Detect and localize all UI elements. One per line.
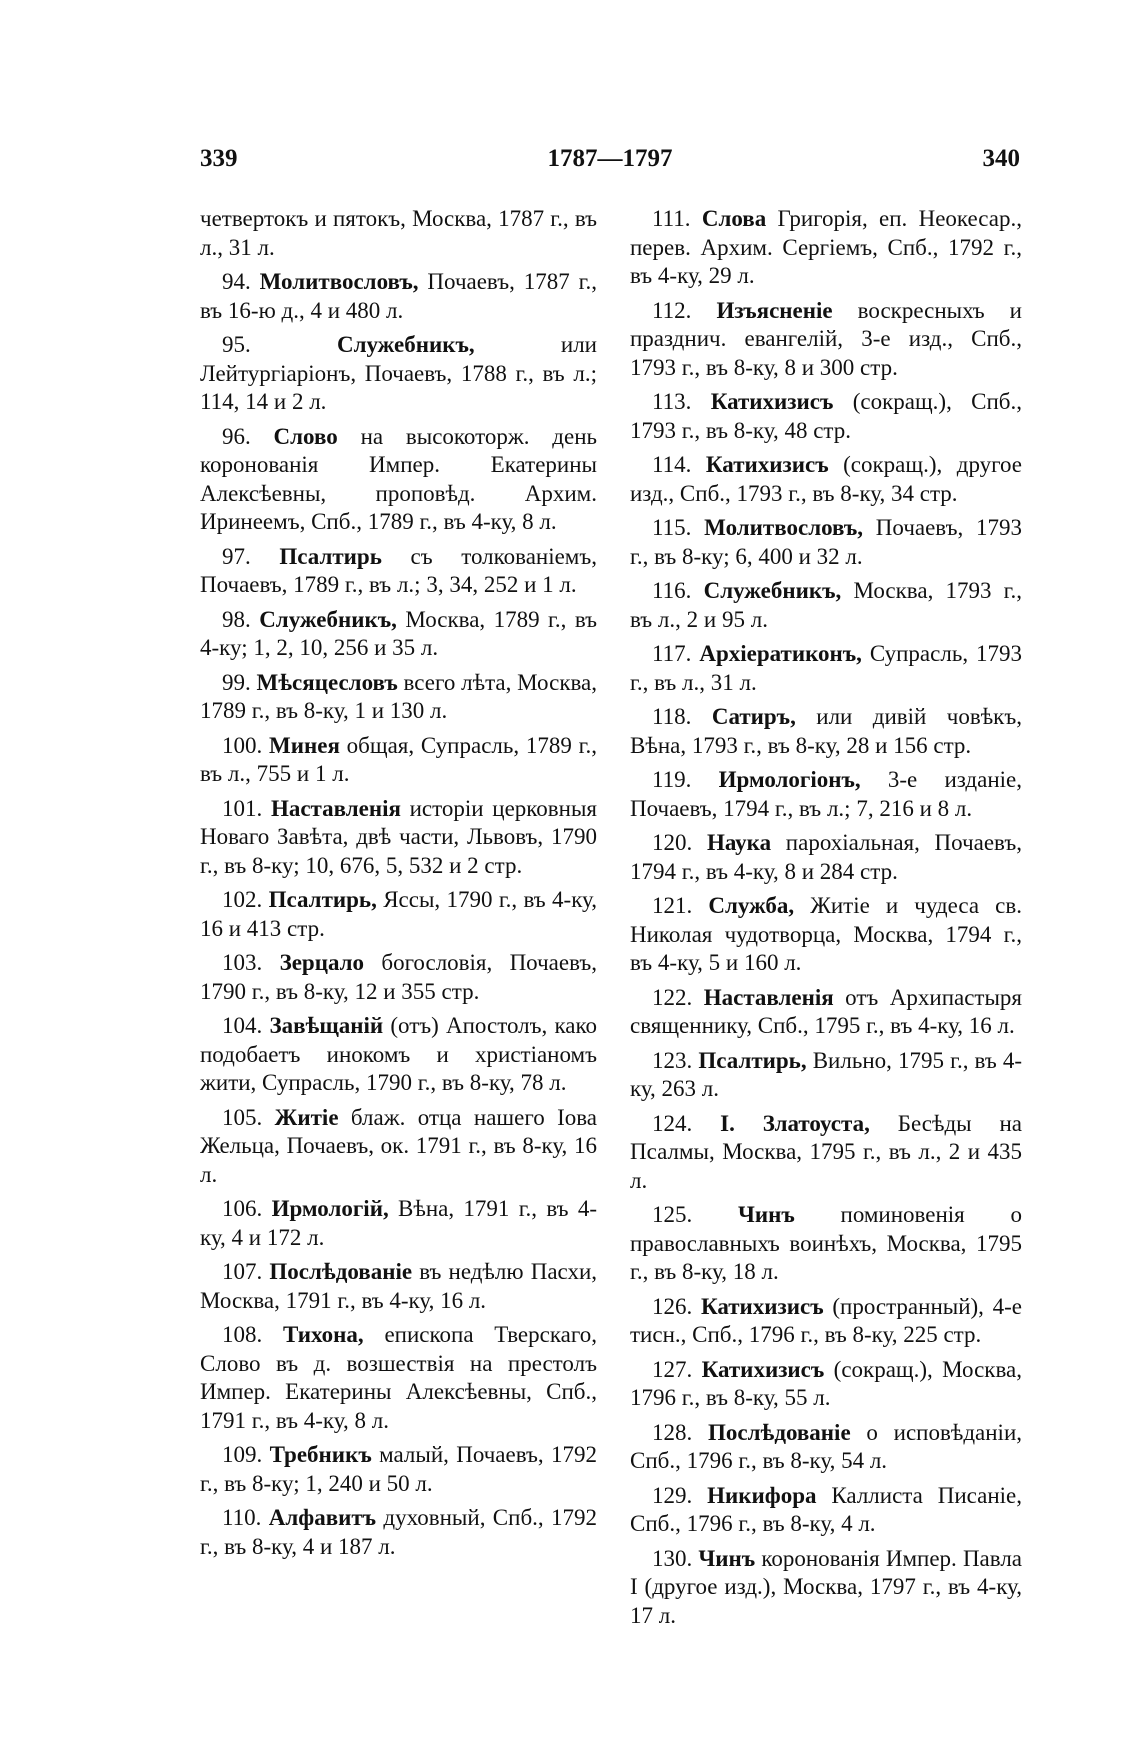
entry-number: 112. bbox=[652, 297, 692, 323]
entry-description: или Лейтургіаріонъ, Почаевъ, 1788 г., въ л.; 114, 14 и 2 л. bbox=[200, 332, 597, 414]
entry-description: богословія, Почаевъ, 1790 г., въ 8-ку, 12 и 355 стр. bbox=[200, 950, 597, 1004]
entry-title: I. Златоуста, bbox=[720, 1110, 870, 1136]
entry-number: 117. bbox=[652, 641, 692, 666]
entry-number: 100. bbox=[222, 732, 263, 758]
entry-title: Наставленія bbox=[703, 984, 834, 1010]
entry-title: Псалтирь, bbox=[698, 1047, 807, 1073]
catalog-entry bbox=[630, 640, 1022, 697]
entry-number: 126. bbox=[652, 1293, 693, 1319]
catalog-entry bbox=[200, 423, 597, 537]
entry-number: 99. bbox=[222, 669, 251, 695]
catalog-entry bbox=[200, 795, 597, 881]
entry-description: Каллиста Писаніе, Спб., 1796 г., въ 8-ку, 4 л. bbox=[630, 1482, 1023, 1536]
entry-title: Чинъ bbox=[698, 1545, 756, 1571]
right-column bbox=[630, 205, 1022, 1636]
entry-title: Изъясненіе bbox=[716, 297, 833, 323]
catalog-entry bbox=[200, 949, 597, 1006]
catalog-entry bbox=[200, 331, 597, 417]
entry-description: Житіе и чудеса св. Николая чудотворца, Москва, 1794 г., въ 4-ку, 5 и 160 л. bbox=[630, 893, 1023, 975]
catalog-entry bbox=[200, 1441, 597, 1498]
entry-title: Наставленія bbox=[270, 795, 401, 821]
entry-number: 104. bbox=[222, 1013, 263, 1038]
entry-title: Минея bbox=[269, 732, 340, 758]
catalog-entry bbox=[200, 669, 597, 726]
entry-description: Яссы, 1790 г., въ 4-ку, 16 и 413 стр. bbox=[200, 887, 597, 941]
entry-title: Служебникъ, bbox=[259, 606, 397, 632]
catalog-entry bbox=[200, 1321, 597, 1435]
entry-description: малый, Почаевъ, 1792 г., въ 8-ку; 1, 240 и 50 л. bbox=[200, 1442, 597, 1496]
entry-number: 118. bbox=[652, 704, 692, 729]
entry-description: Бесѣды на Псалмы, Москва, 1795 г., въ л., 2 и 435 л. bbox=[630, 1110, 1023, 1193]
entry-number: 129. bbox=[652, 1482, 693, 1508]
catalog-entry bbox=[630, 1356, 1022, 1413]
entry-title: Житіе bbox=[274, 1104, 339, 1130]
catalog-entry bbox=[630, 766, 1022, 823]
entry-number: 97. bbox=[222, 543, 251, 569]
entry-number: 107. bbox=[222, 1259, 263, 1284]
entry-title: Служба, bbox=[708, 893, 795, 918]
entry-description: коронованія Импер. Павла I (другое изд.), Москва, 1797 г., въ 4-ку, 17 л. bbox=[630, 1545, 1022, 1628]
entry-title: Чинъ bbox=[737, 1202, 795, 1227]
page-number-left: 339 bbox=[200, 145, 238, 172]
entry-number: 123. bbox=[652, 1047, 693, 1073]
entry-title: Слова bbox=[701, 206, 767, 231]
entry-number: 106. bbox=[222, 1196, 263, 1221]
catalog-entry bbox=[630, 297, 1022, 383]
entry-description: о исповѣданіи, Спб., 1796 г., въ 8-ку, 54 л. bbox=[630, 1419, 1023, 1473]
entry-description: (сокращ.), Москва, 1796 г., въ 8-ку, 55 л. bbox=[630, 1356, 1022, 1410]
entry-title: Молитвословъ, bbox=[704, 515, 864, 540]
catalog-entry bbox=[200, 1104, 597, 1190]
entry-title: Молитвословъ, bbox=[259, 269, 419, 294]
entry-description: въ недѣлю Пасхи, Москва, 1791 г., въ 4-ку, 16 л. bbox=[200, 1259, 598, 1313]
entry-number: 110. bbox=[222, 1505, 262, 1530]
entry-title: Архіератиконъ, bbox=[699, 641, 862, 666]
entry-number: 120. bbox=[652, 830, 693, 855]
entry-number: 128. bbox=[652, 1419, 693, 1445]
entry-description: поминовенія о православныхъ воинѣхъ, Москва, 1795 г., въ 8-ку, 18 л. bbox=[630, 1202, 1022, 1284]
catalog-entry bbox=[200, 606, 597, 663]
left-column bbox=[200, 205, 597, 1567]
entry-description: Вѣна, 1791 г., въ 4-ку, 4 и 172 л. bbox=[200, 1196, 598, 1250]
catalog-entry bbox=[630, 514, 1022, 571]
catalog-entry bbox=[630, 451, 1022, 508]
entry-title: Ирмологій, bbox=[271, 1196, 389, 1221]
entry-description: съ толкованіемъ, Почаевъ, 1789 г., въ л.; 3, 34, 252 и 1 л. bbox=[200, 543, 598, 597]
catalog-entry bbox=[630, 1110, 1022, 1196]
entry-description: духовный, Спб., 1792 г., въ 8-ку, 4 и 187 л. bbox=[200, 1505, 598, 1559]
entry-number: 114. bbox=[652, 452, 692, 477]
entry-number: 122. bbox=[652, 984, 693, 1010]
entry-number: 113. bbox=[652, 389, 692, 414]
catalog-entry bbox=[200, 732, 597, 789]
entry-description: Супрасль, 1793 г., въ л., 31 л. bbox=[630, 641, 1022, 695]
entry-description: (пространный), 4-е тисн., Спб., 1796 г., въ 8-ку, 225 стр. bbox=[630, 1293, 1022, 1347]
entry-title: Слово bbox=[273, 423, 338, 449]
entry-description: общая, Супрасль, 1789 г., въ л., 755 и 1 л. bbox=[200, 732, 598, 786]
entry-number: 105. bbox=[222, 1104, 263, 1130]
entry-number: 98. bbox=[222, 606, 251, 632]
entry-description: Вильно, 1795 г., въ 4-ку, 263 л. bbox=[630, 1047, 1022, 1101]
entry-description: Григорія, еп. Неокесар., перев. Архим. Сергіемъ, Спб., 1792 г., въ 4-ку, 29 л. bbox=[630, 206, 1023, 288]
entry-title: Служебникъ, bbox=[336, 332, 475, 357]
entry-number: 125. bbox=[652, 1202, 693, 1227]
catalog-entry bbox=[630, 1482, 1022, 1539]
entry-title: Никифора bbox=[707, 1482, 817, 1508]
catalog-entry bbox=[630, 984, 1022, 1041]
catalog-entry bbox=[630, 1047, 1022, 1104]
catalog-entry bbox=[200, 886, 597, 943]
entry-title: Завѣщаній bbox=[269, 1013, 384, 1038]
entry-title: Псалтирь, bbox=[268, 887, 377, 912]
entry-number: 94. bbox=[222, 269, 251, 294]
entry-number: 102. bbox=[222, 887, 263, 912]
entry-title: Требникъ bbox=[269, 1442, 372, 1467]
entry-title: Мѣсяцесловъ bbox=[256, 669, 398, 695]
entry-number: 111. bbox=[652, 206, 691, 231]
entry-title: Катихизисъ bbox=[710, 389, 834, 414]
entry-description: блаж. отца нашего Іова Жельца, Почаевъ, ок. 1791 г., въ 8-ку, 16 л. bbox=[200, 1104, 597, 1187]
entry-description: исторіи церковныя Новаго Завѣта, двѣ части, Львовъ, 1790 г., въ 8-ку; 10, 676, 5, 532 и 2 стр. bbox=[200, 795, 597, 878]
entry-title: Послѣдованіе bbox=[269, 1259, 413, 1284]
entry-title: Тихона, bbox=[283, 1322, 364, 1347]
entry-title: Ирмологіонъ, bbox=[718, 767, 861, 792]
entry-title: Псалтирь bbox=[279, 543, 382, 569]
entry-number: 103. bbox=[222, 950, 263, 975]
catalog-entry bbox=[200, 205, 597, 262]
entry-description: (сокращ.), другое изд., Спб., 1793 г., въ 8-ку, 34 стр. bbox=[630, 452, 1023, 506]
catalog-entry bbox=[200, 1195, 597, 1252]
catalog-entry bbox=[630, 577, 1022, 634]
entry-title: Катихизисъ bbox=[705, 452, 829, 477]
page-number-right: 340 bbox=[982, 145, 1020, 172]
catalog-entry bbox=[630, 703, 1022, 760]
entry-description: всего лѣта, Москва, 1789 г., въ 8-ку, 1 и 130 л. bbox=[200, 669, 598, 723]
entry-number: 108. bbox=[222, 1322, 263, 1347]
entry-number: 95. bbox=[222, 332, 251, 357]
entry-description: (сокращ.), Спб., 1793 г., въ 8-ку, 48 стр. bbox=[630, 389, 1022, 443]
entry-description: (отъ) Апостолъ, како подобаетъ инокомъ и христіаномъ жити, Супрасль, 1790 г., въ 8-ку, 78 л. bbox=[200, 1013, 598, 1095]
page-header bbox=[200, 145, 1020, 185]
entry-description: или дивій човѣкъ, Вѣна, 1793 г., въ 8-ку, 28 и 156 стр. bbox=[630, 704, 1022, 758]
entry-description: четвертокъ и пятокъ, Москва, 1787 г., въ л., 31 л. bbox=[200, 206, 597, 260]
entry-title: Зерцало bbox=[279, 950, 365, 975]
catalog-entry bbox=[200, 268, 597, 325]
entry-number: 96. bbox=[222, 423, 251, 449]
catalog-entry bbox=[630, 1293, 1022, 1350]
catalog-entry bbox=[630, 205, 1022, 291]
entry-description: епископа Тверскаго, Слово въ д. возшествія на престолъ Импер. Екатерины Алексѣевны, Спб., 1791 г., въ 4-ку, 8 л. bbox=[200, 1322, 597, 1433]
entry-number: 127. bbox=[652, 1356, 693, 1382]
catalog-entry bbox=[200, 1258, 597, 1315]
entry-description: Москва, 1789 г., въ 4-ку; 1, 2, 10, 256 и 35 л. bbox=[200, 606, 597, 660]
entry-number: 124. bbox=[652, 1110, 693, 1136]
entry-title: Послѣдованіе bbox=[708, 1419, 851, 1445]
catalog-entry bbox=[200, 1012, 597, 1098]
entry-description: Почаевъ, 1793 г., въ 8-ку; 6, 400 и 32 л. bbox=[630, 515, 1022, 569]
catalog-entry bbox=[200, 1504, 597, 1561]
entry-description: парохіальная, Почаевъ, 1794 г., въ 4-ку, 8 и 284 стр. bbox=[630, 830, 1022, 884]
entry-description: на высокоторж. день коронованія Импер. Екатерины Алексѣевны, проповѣд. Архим. Иринеемъ, Спб., 1789 г., въ 4-ку, 8 л. bbox=[200, 423, 597, 534]
catalog-entry bbox=[630, 388, 1022, 445]
entry-description: отъ Архипастыря священнику, Спб., 1795 г., въ 4-ку, 16 л. bbox=[630, 984, 1023, 1038]
entry-title: Сатиръ, bbox=[711, 704, 796, 729]
entry-number: 121. bbox=[652, 893, 693, 918]
entry-title: Алфавитъ bbox=[268, 1505, 377, 1530]
entry-number: 119. bbox=[652, 767, 692, 792]
entry-description: Москва, 1793 г., въ л., 2 и 95 л. bbox=[630, 578, 1022, 632]
catalog-entry bbox=[630, 892, 1022, 978]
catalog-entry bbox=[630, 1545, 1022, 1631]
catalog-entry bbox=[630, 829, 1022, 886]
entry-number: 115. bbox=[652, 515, 692, 540]
catalog-entry bbox=[200, 543, 597, 600]
catalog-entry bbox=[630, 1419, 1022, 1476]
year-range: 1787—1797 bbox=[547, 145, 673, 172]
entry-number: 101. bbox=[222, 795, 263, 821]
entry-title: Катихизисъ bbox=[701, 1356, 825, 1382]
entry-title: Служебникъ, bbox=[703, 578, 842, 603]
entry-number: 109. bbox=[222, 1442, 263, 1467]
entry-description: воскресныхъ и празднич. евангелій, 3-е изд., Спб., 1793 г., въ 8-ку, 8 и 300 стр. bbox=[630, 297, 1022, 380]
entry-number: 130. bbox=[652, 1545, 693, 1571]
catalog-entry bbox=[630, 1201, 1022, 1287]
entry-description: 3-е изданіе, Почаевъ, 1794 г., въ л.; 7, 216 и 8 л. bbox=[630, 767, 1023, 821]
entry-description: Почаевъ, 1787 г., въ 16-ю д., 4 и 480 л. bbox=[200, 269, 597, 323]
entry-title: Наука bbox=[706, 830, 772, 855]
entry-number: 116. bbox=[652, 578, 692, 603]
entry-title: Катихизисъ bbox=[700, 1293, 824, 1319]
